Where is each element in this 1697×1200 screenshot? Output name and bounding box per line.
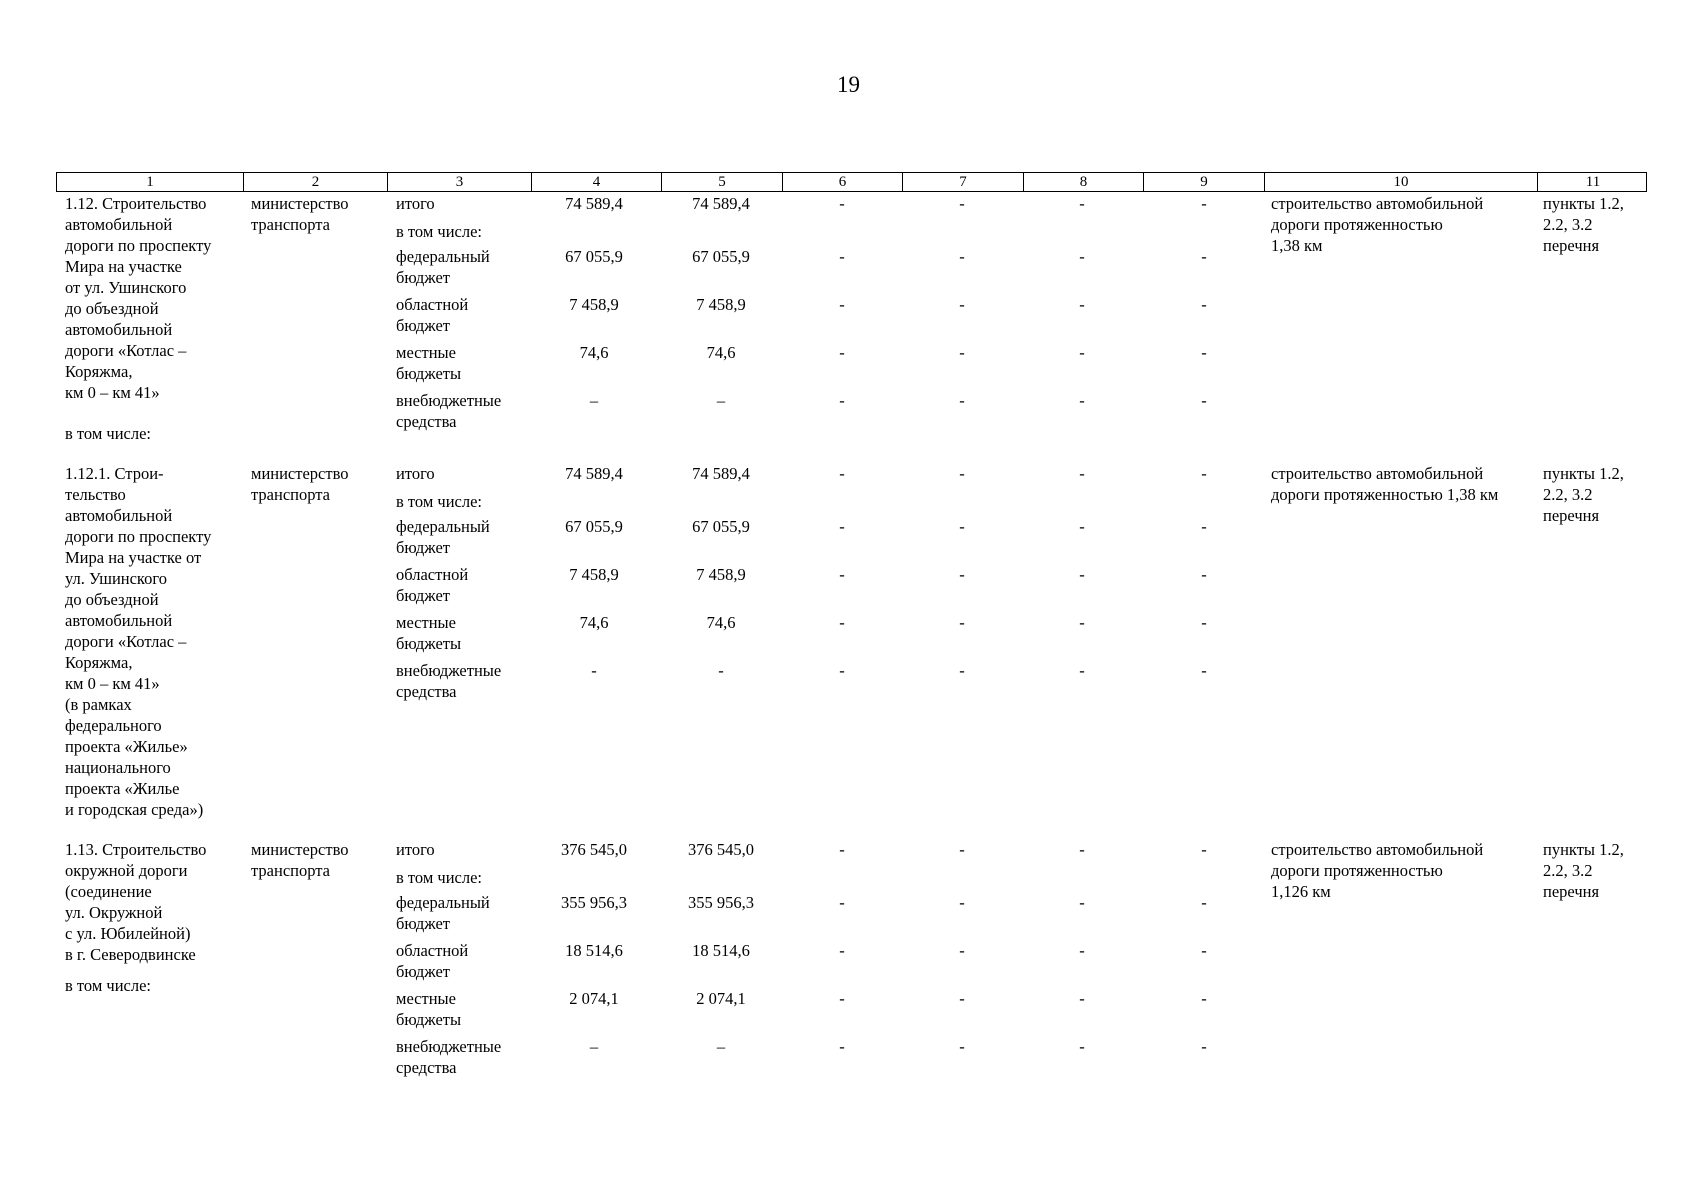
- expected-result: строительство автомобильной дороги протяженностью 1,126 км: [1271, 840, 1484, 901]
- value-c9: -: [1201, 391, 1207, 410]
- value-c8: -: [1079, 893, 1085, 912]
- executor: министерство транспорта: [251, 464, 349, 504]
- value-c5: 2 074,1: [696, 989, 746, 1008]
- value-c6: -: [839, 1037, 845, 1056]
- value-c7: -: [959, 517, 965, 536]
- value-c7: -: [959, 661, 965, 680]
- value-c9: -: [1201, 247, 1207, 266]
- value-c5: 74,6: [706, 613, 736, 632]
- value-c9: -: [1201, 343, 1207, 362]
- value-c5: 67 055,9: [692, 247, 750, 266]
- value-c4: 74,6: [579, 613, 609, 632]
- value-c6: -: [839, 661, 845, 680]
- column-header-11: 11: [1585, 174, 1601, 190]
- value-c5: -: [718, 661, 724, 680]
- value-c7: -: [959, 464, 965, 483]
- value-c5: 7 458,9: [696, 565, 746, 584]
- column-header-7: 7: [903, 173, 1024, 191]
- value-c4: 74 589,4: [565, 464, 623, 483]
- value-c6: -: [839, 840, 845, 859]
- value-c7: -: [959, 840, 965, 859]
- column-header-row: [56, 172, 1647, 192]
- value-c5: 67 055,9: [692, 517, 750, 536]
- value-c7: -: [959, 989, 965, 1008]
- value-c4: 7 458,9: [569, 565, 619, 584]
- value-c8: -: [1079, 517, 1085, 536]
- value-c6: -: [839, 247, 845, 266]
- funding-source: областной бюджет: [396, 295, 469, 335]
- value-c9: -: [1201, 661, 1207, 680]
- column-header-3: 3: [388, 173, 532, 191]
- value-c8: -: [1079, 840, 1085, 859]
- funding-source: областной бюджет: [396, 565, 469, 605]
- value-c5: 74 589,4: [692, 464, 750, 483]
- column-header-9: 9: [1144, 173, 1265, 191]
- reference: пункты 1.2, 2.2, 3.2 перечня: [1543, 840, 1624, 901]
- value-c9: -: [1201, 565, 1207, 584]
- funding-source: в том числе:: [396, 222, 483, 241]
- executor: министерство транспорта: [251, 840, 349, 880]
- value-c8: -: [1079, 295, 1085, 314]
- value-c4: 18 514,6: [565, 941, 623, 960]
- value-c6: -: [839, 565, 845, 584]
- reference: пункты 1.2, 2.2, 3.2 перечня: [1543, 194, 1624, 255]
- reference: пункты 1.2, 2.2, 3.2 перечня: [1543, 464, 1624, 525]
- value-c8: -: [1079, 343, 1085, 362]
- value-c7: -: [959, 391, 965, 410]
- value-c6: -: [839, 517, 845, 536]
- value-c9: -: [1201, 941, 1207, 960]
- column-header-1: 1: [57, 173, 244, 191]
- value-c4: 376 545,0: [561, 840, 627, 859]
- value-c9: -: [1201, 989, 1207, 1008]
- value-c9: -: [1201, 613, 1207, 632]
- item-name-suffix: в том числе:: [65, 424, 152, 443]
- value-c5: 74,6: [706, 343, 736, 362]
- funding-source: местные бюджеты: [396, 989, 462, 1029]
- value-c4: 7 458,9: [569, 295, 619, 314]
- value-c8: -: [1079, 565, 1085, 584]
- funding-source: федеральный бюджет: [396, 517, 490, 557]
- column-header-5: 5: [662, 173, 783, 191]
- page-number: 19: [837, 72, 860, 97]
- value-c6: -: [839, 194, 845, 213]
- funding-source: в том числе:: [396, 492, 483, 511]
- value-c6: -: [839, 613, 845, 632]
- column-header-10: 10: [1265, 173, 1538, 191]
- value-c6: -: [839, 343, 845, 362]
- value-c7: -: [959, 247, 965, 266]
- item-name: 1.12. Строительство автомобильной дороги по проспекту Мира на участке от ул. Ушинского до объездной автомобильной дороги «Котлас – Коряжма, км 0 – км 41»: [65, 194, 212, 402]
- value-c4: -: [591, 661, 597, 680]
- value-c6: -: [839, 989, 845, 1008]
- value-c5: 355 956,3: [688, 893, 754, 912]
- value-c4: 355 956,3: [561, 893, 627, 912]
- value-c8: -: [1079, 941, 1085, 960]
- expected-result: строительство автомобильной дороги протяженностью 1,38 км: [1271, 194, 1484, 255]
- value-c5: 376 545,0: [688, 840, 754, 859]
- value-c6: -: [839, 893, 845, 912]
- value-c8: -: [1079, 661, 1085, 680]
- value-c4: –: [589, 1037, 599, 1056]
- value-c7: -: [959, 295, 965, 314]
- value-c4: 2 074,1: [569, 989, 619, 1008]
- column-header-2: 2: [244, 173, 388, 191]
- value-c7: -: [959, 194, 965, 213]
- value-c6: -: [839, 941, 845, 960]
- column-header-6: 6: [783, 173, 903, 191]
- column-header-8: 8: [1024, 173, 1144, 191]
- value-c9: -: [1201, 194, 1207, 213]
- funding-source: федеральный бюджет: [396, 893, 490, 933]
- value-c9: -: [1201, 1037, 1207, 1056]
- value-c8: -: [1079, 464, 1085, 483]
- value-c6: -: [839, 391, 845, 410]
- item-name-suffix: в том числе:: [65, 976, 152, 995]
- funding-source: областной бюджет: [396, 941, 469, 981]
- value-c9: -: [1201, 840, 1207, 859]
- value-c8: -: [1079, 247, 1085, 266]
- value-c7: -: [959, 343, 965, 362]
- value-c8: -: [1079, 391, 1085, 410]
- value-c5: –: [716, 391, 726, 410]
- value-c5: –: [716, 1037, 726, 1056]
- funding-source: местные бюджеты: [396, 343, 462, 383]
- expected-result: строительство автомобильной дороги протяженностью 1,38 км: [1271, 464, 1499, 504]
- value-c4: 74 589,4: [565, 194, 623, 213]
- funding-source: федеральный бюджет: [396, 247, 490, 287]
- value-c4: –: [589, 391, 599, 410]
- executor: министерство транспорта: [251, 194, 349, 234]
- value-c8: -: [1079, 194, 1085, 213]
- value-c7: -: [959, 941, 965, 960]
- value-c6: -: [839, 295, 845, 314]
- value-c9: -: [1201, 517, 1207, 536]
- funding-source: итого: [396, 840, 435, 859]
- value-c8: -: [1079, 989, 1085, 1008]
- funding-source: итого: [396, 464, 435, 483]
- value-c5: 18 514,6: [692, 941, 750, 960]
- value-c8: -: [1079, 1037, 1085, 1056]
- item-name: 1.12.1. Строи- тельство автомобильной дороги по проспекту Мира на участке от ул. Ушинского до объездной автомобильной дороги «Котлас – Коряжма, км 0 – км 41» (в рамках федерального проекта «Жилье» национального проекта «Жилье и городская среда»): [65, 464, 212, 819]
- value-c4: 74,6: [579, 343, 609, 362]
- value-c9: -: [1201, 464, 1207, 483]
- value-c5: 7 458,9: [696, 295, 746, 314]
- value-c7: -: [959, 1037, 965, 1056]
- value-c9: -: [1201, 893, 1207, 912]
- value-c9: -: [1201, 295, 1207, 314]
- funding-source: внебюджетные средства: [396, 661, 502, 701]
- value-c7: -: [959, 565, 965, 584]
- value-c5: 74 589,4: [692, 194, 750, 213]
- value-c7: -: [959, 613, 965, 632]
- funding-source: внебюджетные средства: [396, 391, 502, 431]
- value-c7: -: [959, 893, 965, 912]
- funding-source: в том числе:: [396, 868, 483, 887]
- funding-source: итого: [396, 194, 435, 213]
- item-name: 1.13. Строительство окружной дороги (соединение ул. Окружной с ул. Юбилейной) в г. Северодвинске: [65, 840, 207, 964]
- value-c6: -: [839, 464, 845, 483]
- value-c8: -: [1079, 613, 1085, 632]
- funding-source: внебюджетные средства: [396, 1037, 502, 1077]
- value-c4: 67 055,9: [565, 517, 623, 536]
- funding-source: местные бюджеты: [396, 613, 462, 653]
- column-header-4: 4: [532, 173, 662, 191]
- value-c4: 67 055,9: [565, 247, 623, 266]
